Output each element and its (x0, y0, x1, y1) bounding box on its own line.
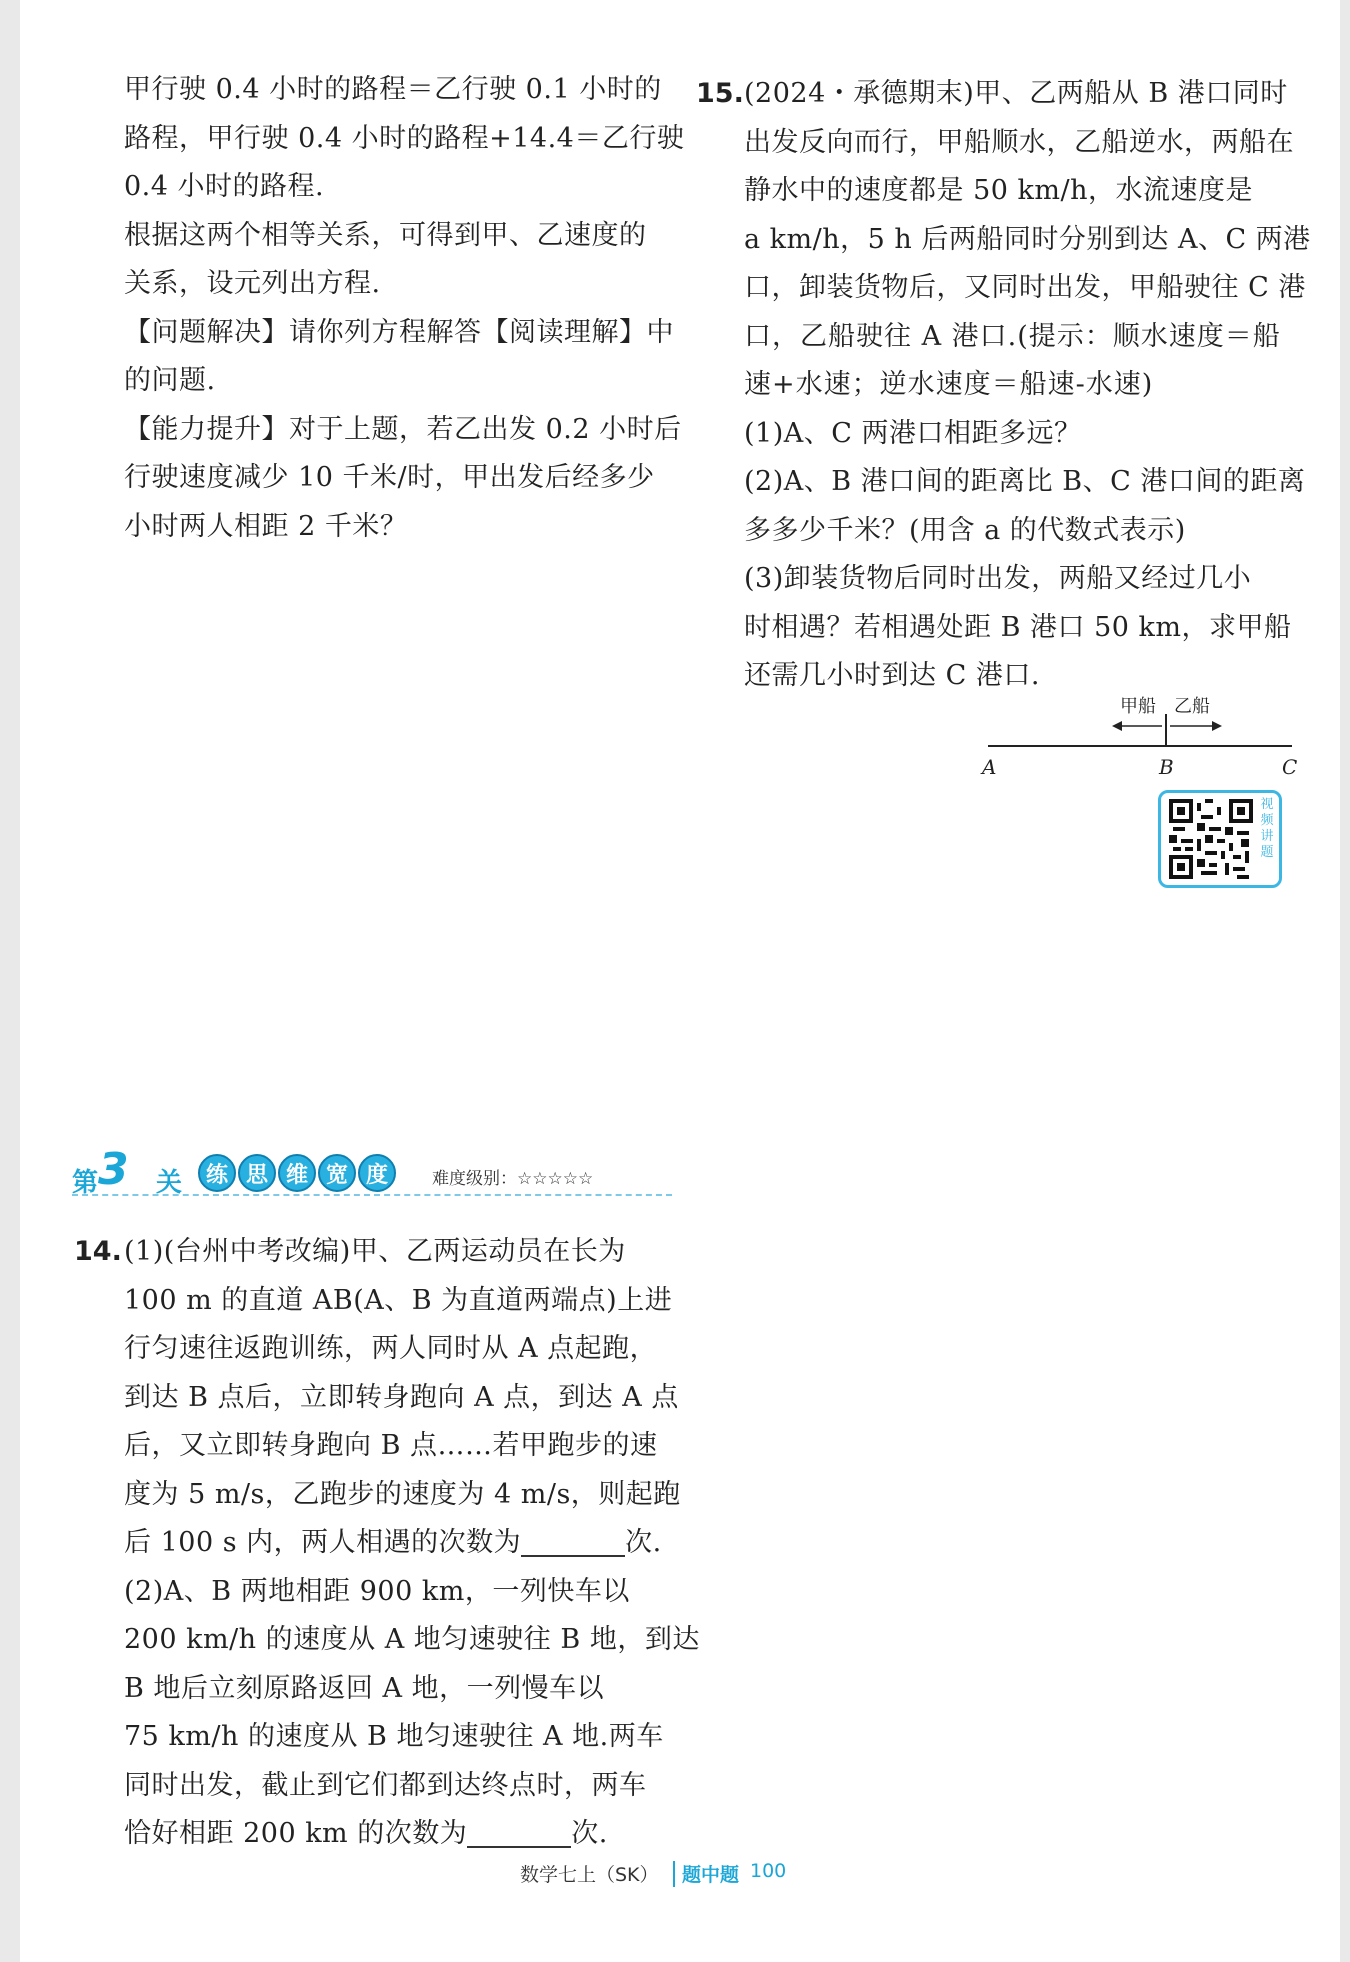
text-line: 出发反向而行，甲船顺水，乙船逆水，两船在 (744, 126, 1294, 158)
section-number: 3 (98, 1144, 129, 1195)
footer-book-title: 数学七上（SK） (520, 1864, 659, 1886)
section-title-char: 维 (278, 1154, 316, 1192)
section-title-char: 度 (358, 1154, 396, 1192)
text-line: 后 100 s 内，两人相遇的次数为 (124, 1527, 522, 1558)
boat-a-label: 甲船 (1120, 696, 1156, 717)
section-title-char: 练 (198, 1154, 236, 1192)
text-line: 口，乙船驶往 A 港口.(提示：顺水速度＝船 (744, 320, 1281, 352)
text-line: 度为 5 m/s，乙跑步的速度为 4 m/s，则起跑 (124, 1478, 681, 1510)
text-line: 100 m 的直道 AB(A、B 为直道两端点)上进 (124, 1284, 673, 1316)
footer-separator (673, 1861, 675, 1887)
section-prefix: 第 (72, 1168, 99, 1198)
text-line: 多多少千米？(用含 a 的代数式表示) (744, 514, 1186, 546)
text-line: 小时两人相距 2 千米？ (124, 510, 408, 542)
page-footer (20, 1860, 1340, 1900)
sub-question-2: (2)A、B 两地相距 900 km，一列快车以 (124, 1575, 630, 1607)
page (20, 0, 1340, 1962)
left-column-text (124, 66, 684, 551)
blank-suffix: 次. (625, 1527, 662, 1558)
text-line: 后，又立即转身跑向 B 点……若甲跑步的速 (124, 1430, 658, 1461)
answer-line-2 (124, 1810, 700, 1859)
point-b-label: B (1159, 755, 1174, 779)
question-15-text (744, 70, 1311, 701)
section-suffix: 关 (156, 1168, 183, 1198)
text-line: B 地后立刻原路返回 A 地，一列慢车以 (124, 1672, 605, 1704)
answer-line-1 (124, 1519, 700, 1568)
text-line: 同时出发，截止到它们都到达终点时，两车 (124, 1769, 647, 1801)
boat-a-arrowhead (1112, 721, 1122, 731)
text-line: 行匀速往返跑训练，两人同时从 A 点起跑， (124, 1333, 658, 1364)
boat-b-label: 乙船 (1174, 696, 1210, 717)
question-14-text (124, 1228, 700, 1859)
text-line: a km/h，5 h 后两船同时分别到达 A、C 两港 (744, 223, 1311, 255)
footer-tag: 题中题 (682, 1864, 740, 1886)
boat-diagram (970, 690, 1310, 780)
qr-side-label: 视 频 讲 题 (1260, 797, 1274, 860)
sub-question-1: (1)A、C 两港口相距多远？ (744, 417, 1082, 449)
question-14-number: 14. (74, 1236, 122, 1267)
text-line: 口，卸装货物后，又同时出发，甲船驶往 C 港 (744, 272, 1306, 303)
section-title-char: 思 (238, 1154, 276, 1192)
qr-code-icon (1169, 799, 1253, 879)
text-line: 到达 B 点后，立即转身跑向 A 点，到达 A 点 (124, 1381, 679, 1413)
text-line: 0.4 小时的路程. (124, 171, 325, 202)
section-header (72, 1144, 672, 1198)
text-line: 行驶速度减少 10 千米/时，甲出发后经多少 (124, 462, 655, 493)
difficulty-level: 难度级别：☆☆☆☆☆ (432, 1169, 594, 1189)
text-line: 还需几小时到达 C 港口. (744, 660, 1040, 691)
text-line: 关系，设元列出方程. (124, 268, 381, 299)
question-15-number: 15. (696, 78, 744, 109)
answer-blank-1[interactable] (521, 1525, 625, 1557)
qr-code-box[interactable] (1158, 790, 1282, 888)
text-line: 静水中的速度都是 50 km/h，水流速度是 (744, 175, 1253, 206)
boat-b-arrowhead (1212, 721, 1222, 731)
text-line: 75 km/h 的速度从 B 地匀速驶往 A 地.两车 (124, 1721, 664, 1752)
sub-question-3: (3)卸装货物后同时出发，两船又经过几小 (744, 563, 1252, 594)
text-line: 根据这两个相等关系，可得到甲、乙速度的 (124, 219, 647, 251)
text-line: 【能力提升】对于上题，若乙出发 0.2 小时后 (124, 413, 682, 445)
blank-suffix: 次. (571, 1818, 608, 1849)
sub-question-2: (2)A、B 港口间的距离比 B、C 港口间的距离 (744, 466, 1306, 497)
point-c-label: C (1282, 755, 1298, 779)
answer-blank-2[interactable] (467, 1816, 571, 1848)
text-line: 甲行驶 0.4 小时的路程＝乙行驶 0.1 小时的 (124, 74, 662, 105)
text-line: 时相遇？若相遇处距 B 港口 50 km，求甲船 (744, 611, 1292, 643)
text-line: 的问题. (124, 365, 216, 396)
sub-question-1: (1)(台州中考改编)甲、乙两运动员在长为 (124, 1236, 626, 1267)
text-line: 恰好相距 200 km 的次数为 (124, 1818, 468, 1849)
text-line: 200 km/h 的速度从 A 地匀速驶往 B 地，到达 (124, 1624, 700, 1655)
text-line: (2024・承德期末)甲、乙两船从 B 港口同时 (744, 78, 1288, 109)
point-a-label: A (982, 755, 997, 779)
section-title-char: 宽 (318, 1154, 356, 1192)
text-line: 路程，甲行驶 0.4 小时的路程+14.4＝乙行驶 (124, 122, 685, 154)
section-title (198, 1154, 398, 1192)
section-divider (72, 1194, 672, 1196)
text-line: 【问题解决】请你列方程解答【阅读理解】中 (124, 316, 674, 348)
text-line: 速+水速；逆水速度＝船速-水速) (744, 369, 1154, 400)
page-number: 100 (750, 1860, 787, 1882)
